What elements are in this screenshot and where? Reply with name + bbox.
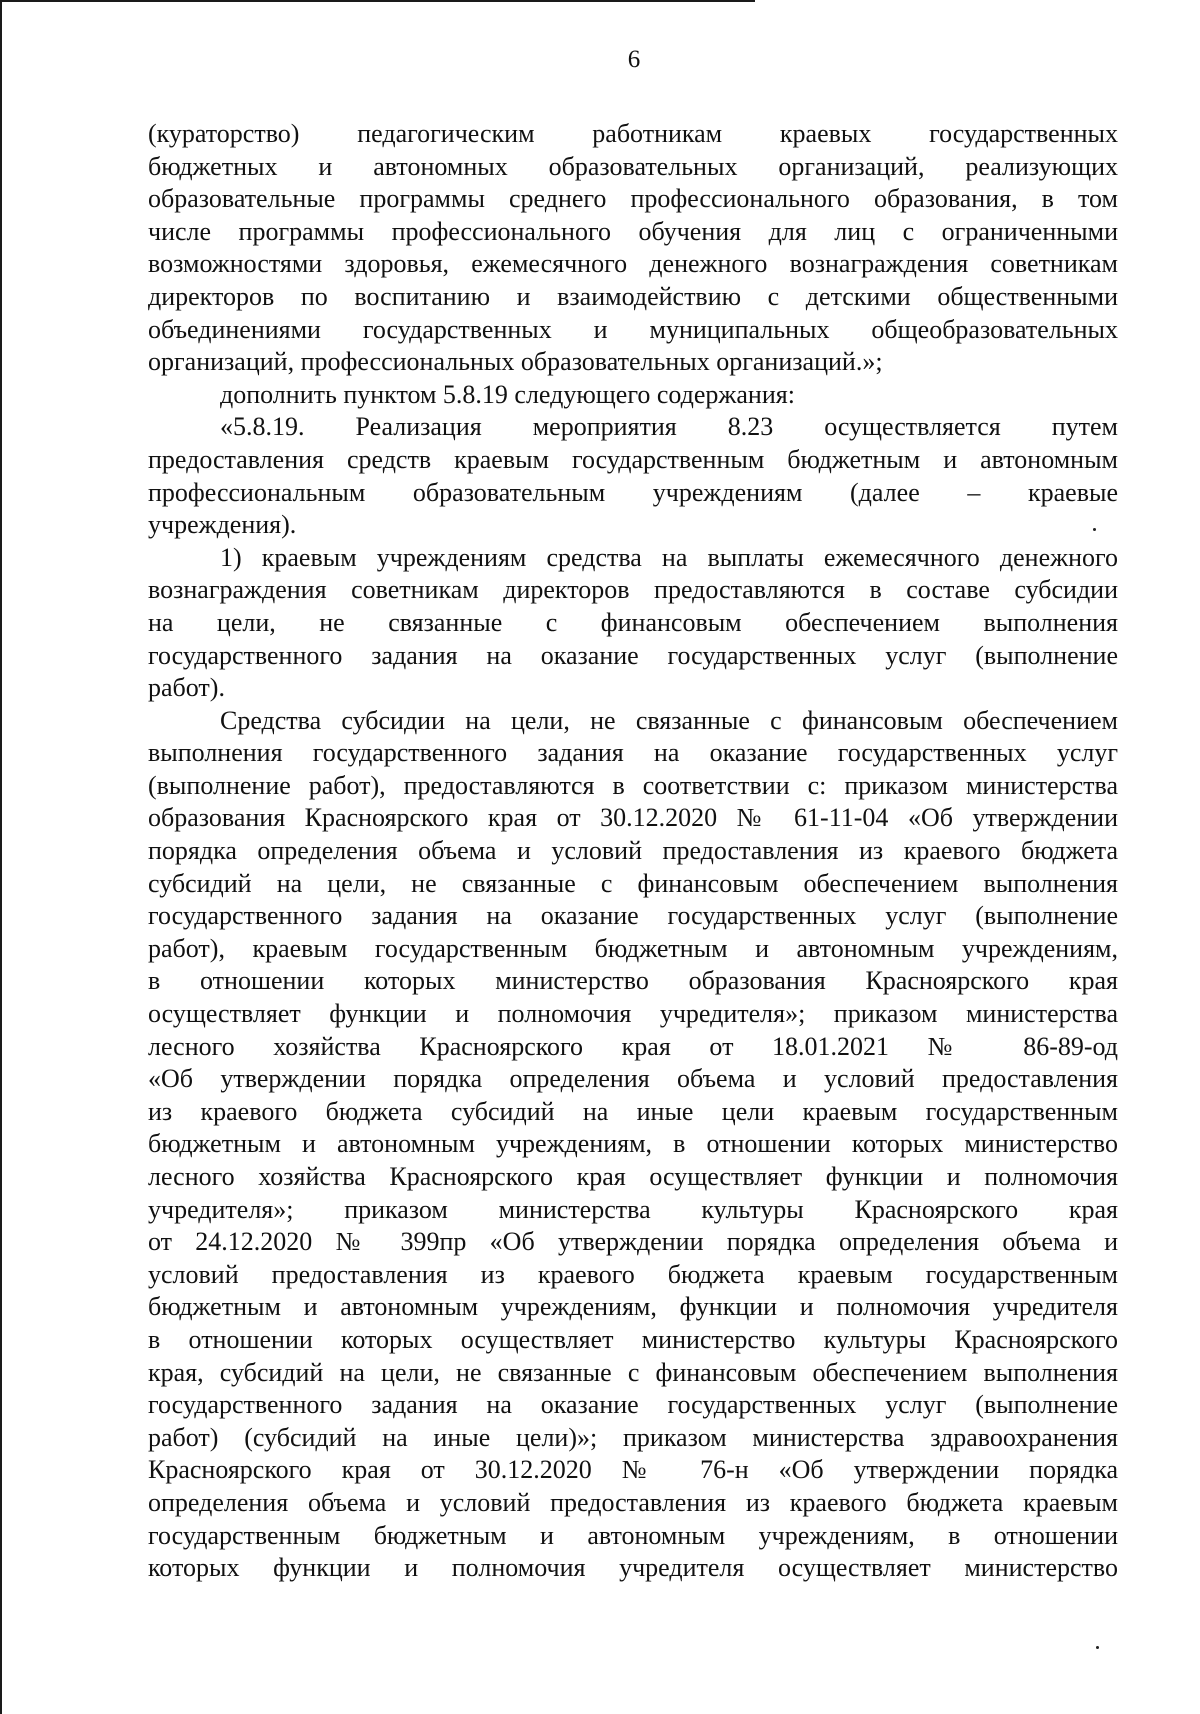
text-line: определения объема и условий предоставления из краевого бюджета краевым [148, 1487, 1118, 1517]
text-line: образовательные программы среднего профессионального образования, в том [148, 184, 1118, 214]
text-line: организаций, профессиональных образовательных организаций.»; [148, 347, 883, 377]
text-line: образования Красноярского края от 30.12.2020 № 61-11-04 «Об утверждении [148, 803, 1118, 833]
scan-speck [1093, 528, 1096, 531]
scan-border-top-gap [755, 0, 1200, 2]
text-line: Средства субсидии на цели, не связанные с финансовым обеспечением [220, 705, 1118, 735]
text-line: (выполнение работ), предоставляются в соответствии с: приказом министерства [148, 770, 1118, 800]
text-line: объединениями государственных и муниципальных общеобразовательных [148, 314, 1118, 344]
text-line: учреждения). [148, 510, 297, 540]
text-line: государственного задания на оказание государственных услуг (выполнение [148, 1390, 1118, 1420]
page-number: 6 [627, 46, 641, 73]
text-line: выполнения государственного задания на оказание государственных услуг [148, 738, 1118, 768]
text-line: (кураторство) педагогическим работникам краевых государственных [148, 119, 1118, 148]
text-line: которых функции и полномочия учредителя осуществляет министерство [148, 1553, 1118, 1583]
text-line: лесного хозяйства Красноярского края осуществляет функции и полномочия [148, 1162, 1118, 1191]
text-line: осуществляет функции и полномочия учредителя»; приказом министерства [148, 999, 1118, 1029]
text-line: предоставления средств краевым государственным бюджетным и автономным [148, 444, 1118, 474]
text-line: директоров по воспитанию и взаимодействию с детскими общественными [148, 281, 1118, 311]
text-line: порядка определения объема и условий предоставления из краевого бюджета [148, 836, 1118, 866]
text-line: 1) краевым учреждениям средства на выплаты ежемесячного денежного [220, 542, 1118, 572]
scan-speck [1096, 1646, 1099, 1649]
text-line: условий предоставления из краевого бюджета краевым государственным [148, 1259, 1118, 1289]
text-line: бюджетных и автономных образовательных организаций, реализующих [148, 151, 1118, 181]
text-line: работ) (субсидий на иные цели)»; приказом министерства здравоохранения [148, 1422, 1118, 1452]
text-line: вознаграждения советникам директоров предоставляются в составе субсидии [148, 575, 1118, 605]
text-line: из краевого бюджета субсидий на иные цели краевым государственным [148, 1096, 1118, 1126]
text-line: в отношении которых министерство образования Красноярского края [148, 966, 1118, 996]
text-line: от 24.12.2020 № 399пр «Об утверждении порядка определения объема и [148, 1227, 1118, 1257]
text-line: дополнить пунктом 5.8.19 следующего содержания: [220, 379, 795, 409]
text-line: «5.8.19. Реализация мероприятия 8.23 осуществляется путем [220, 412, 1118, 442]
text-line: в отношении которых осуществляет министерство культуры Красноярского [148, 1324, 1118, 1354]
text-line: государственным бюджетным и автономным учреждениям, в отношении [148, 1520, 1118, 1550]
text-line: профессиональным образовательным учреждениям (далее – краевые [148, 477, 1118, 507]
text-line: Красноярского края от 30.12.2020 № 76-н «Об утверждении порядка [148, 1455, 1118, 1485]
text-line: возможностями здоровья, ежемесячного денежного вознаграждения советникам [148, 249, 1118, 279]
text-line: работ). [148, 673, 225, 703]
text-line: учредителя»; приказом министерства культуры Красноярского края [148, 1194, 1118, 1224]
text-line: «Об утверждении порядка определения объема и условий предоставления [148, 1064, 1118, 1094]
document-body [148, 118, 1118, 1585]
text-line: на цели, не связанные с финансовым обеспечением выполнения [148, 607, 1118, 637]
text-line: субсидий на цели, не связанные с финансовым обеспечением выполнения [148, 868, 1118, 898]
text-line: бюджетным и автономным учреждениям, в отношении которых министерство [148, 1129, 1118, 1159]
text-line: государственного задания на оказание государственных услуг (выполнение [148, 640, 1118, 670]
text-line: числе программы профессионального обучения для лиц с ограниченными [148, 216, 1118, 246]
text-line: государственного задания на оказание государственных услуг (выполнение [148, 901, 1118, 931]
text-line: края, субсидий на цели, не связанные с финансовым обеспечением выполнения [148, 1357, 1118, 1387]
text-line: работ), краевым государственным бюджетным и автономным учреждениям, [148, 933, 1118, 963]
scan-border-left [0, 0, 2, 1714]
text-line: лесного хозяйства Красноярского края от 18.01.2021 № 86-89-од [148, 1031, 1118, 1061]
text-line: бюджетным и автономным учреждениям, функции и полномочия учредителя [148, 1292, 1118, 1322]
